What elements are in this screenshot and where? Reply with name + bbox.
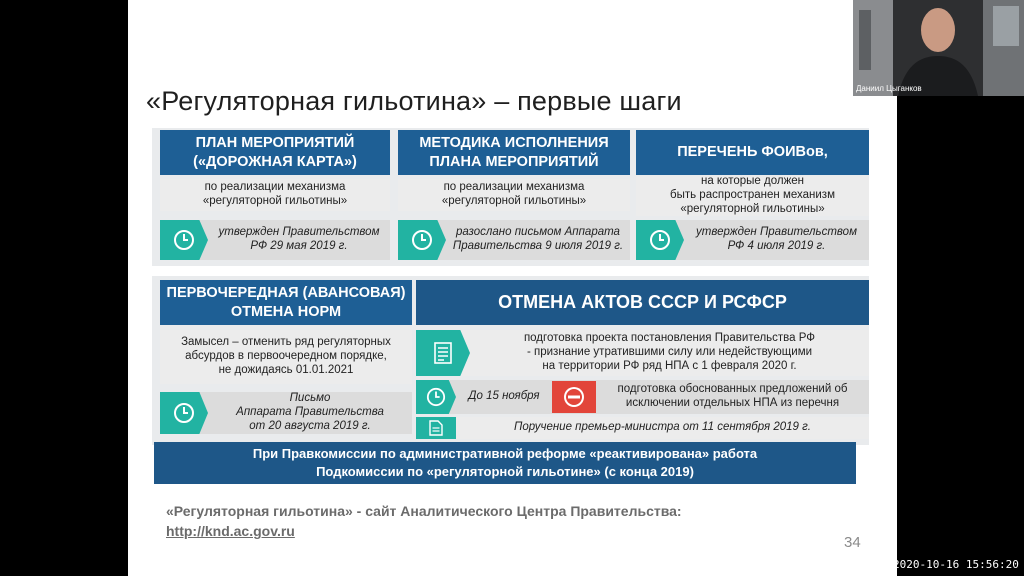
advance-cancellation-desc: Замысел – отменить ряд регуляторных абсурдов в первоочередном порядке, не дожидаясь 01.01.2021 — [160, 330, 412, 384]
ussr-acts-item-1-text: подготовка проекта постановления Правительства РФ - признание утратившими силу или недействующими на территории РФ ряд НПА с 1 февраля 2020 г. — [523, 332, 816, 372]
slide-title: «Регуляторная гильотина» – первые шаги — [146, 86, 682, 116]
ussr-acts-item-3-text: Поручение премьер-министра от 11 сентября 2019 г. — [514, 421, 811, 434]
column-header-roadmap: ПЛАН МЕРОПРИЯТИЙ («ДОРОЖНАЯ КАРТА») — [160, 130, 390, 175]
stop-icon — [552, 381, 596, 413]
footer-link[interactable]: http://knd.ac.gov.ru — [166, 523, 295, 540]
recording-timestamp: 2020-10-16 15:56:20 — [893, 558, 1019, 571]
clock-icon — [416, 380, 456, 414]
column-desc-methodology: по реализации механизма «регуляторной гильотины» — [398, 179, 630, 211]
clock-icon — [636, 220, 684, 260]
clock-icon — [398, 220, 446, 260]
subcommission-banner: При Правкомиссии по административной реформе «реактивирована» работа Подкомиссии по «регуляторной гильотине» (с конца 2019) — [154, 442, 856, 484]
column-header-methodology: МЕТОДИКА ИСПОЛНЕНИЯ ПЛАНА МЕРОПРИЯТИЙ — [398, 130, 630, 175]
page-number: 34 — [844, 534, 861, 551]
checklist-icon — [416, 330, 470, 376]
deadline-label: До 15 ноября — [468, 390, 540, 403]
column-desc-foiv-list: на которые должен быть распространен механизм «регуляторной гильотины» — [636, 176, 869, 216]
footer-text: «Регуляторная гильотина» - сайт Аналитического Центра Правительства: — [166, 503, 682, 519]
advance-cancellation-header: ПЕРВОЧЕРЕДНАЯ (АВАНСОВАЯ) ОТМЕНА НОРМ — [160, 280, 412, 325]
approval-text-foiv-list: утвержден Правительством РФ 4 июля 2019 г. — [696, 226, 857, 252]
approval-text-methodology: разослано письмом Аппарата Правительства 9 июля 2019 г. — [452, 226, 624, 252]
slide-footer — [166, 501, 682, 542]
clock-icon — [160, 392, 208, 434]
approval-text-roadmap: утвержден Правительством РФ 29 мая 2019 г. — [218, 226, 380, 252]
participant-video-frame — [853, 0, 1024, 96]
column-header-foiv-list: ПЕРЕЧЕНЬ ФОИВов, — [636, 130, 869, 175]
section-divider — [152, 266, 869, 276]
presentation-slide — [128, 0, 897, 576]
ussr-acts-header: ОТМЕНА АКТОВ СССР И РСФСР — [416, 280, 869, 325]
participant-video-tile[interactable] — [853, 0, 1024, 96]
column-desc-roadmap: по реализации механизма «регуляторной гильотины» — [160, 179, 390, 211]
ussr-acts-item-2-text: подготовка обоснованных предложений об исключении отдельных НПА из перечня — [617, 383, 848, 409]
clock-icon — [160, 220, 208, 260]
document-icon — [416, 417, 456, 439]
letter-text: Письмо Аппарата Правительства от 20 августа 2019 г. — [236, 392, 384, 432]
participant-name-label: Даниил Цыганков — [856, 84, 922, 93]
